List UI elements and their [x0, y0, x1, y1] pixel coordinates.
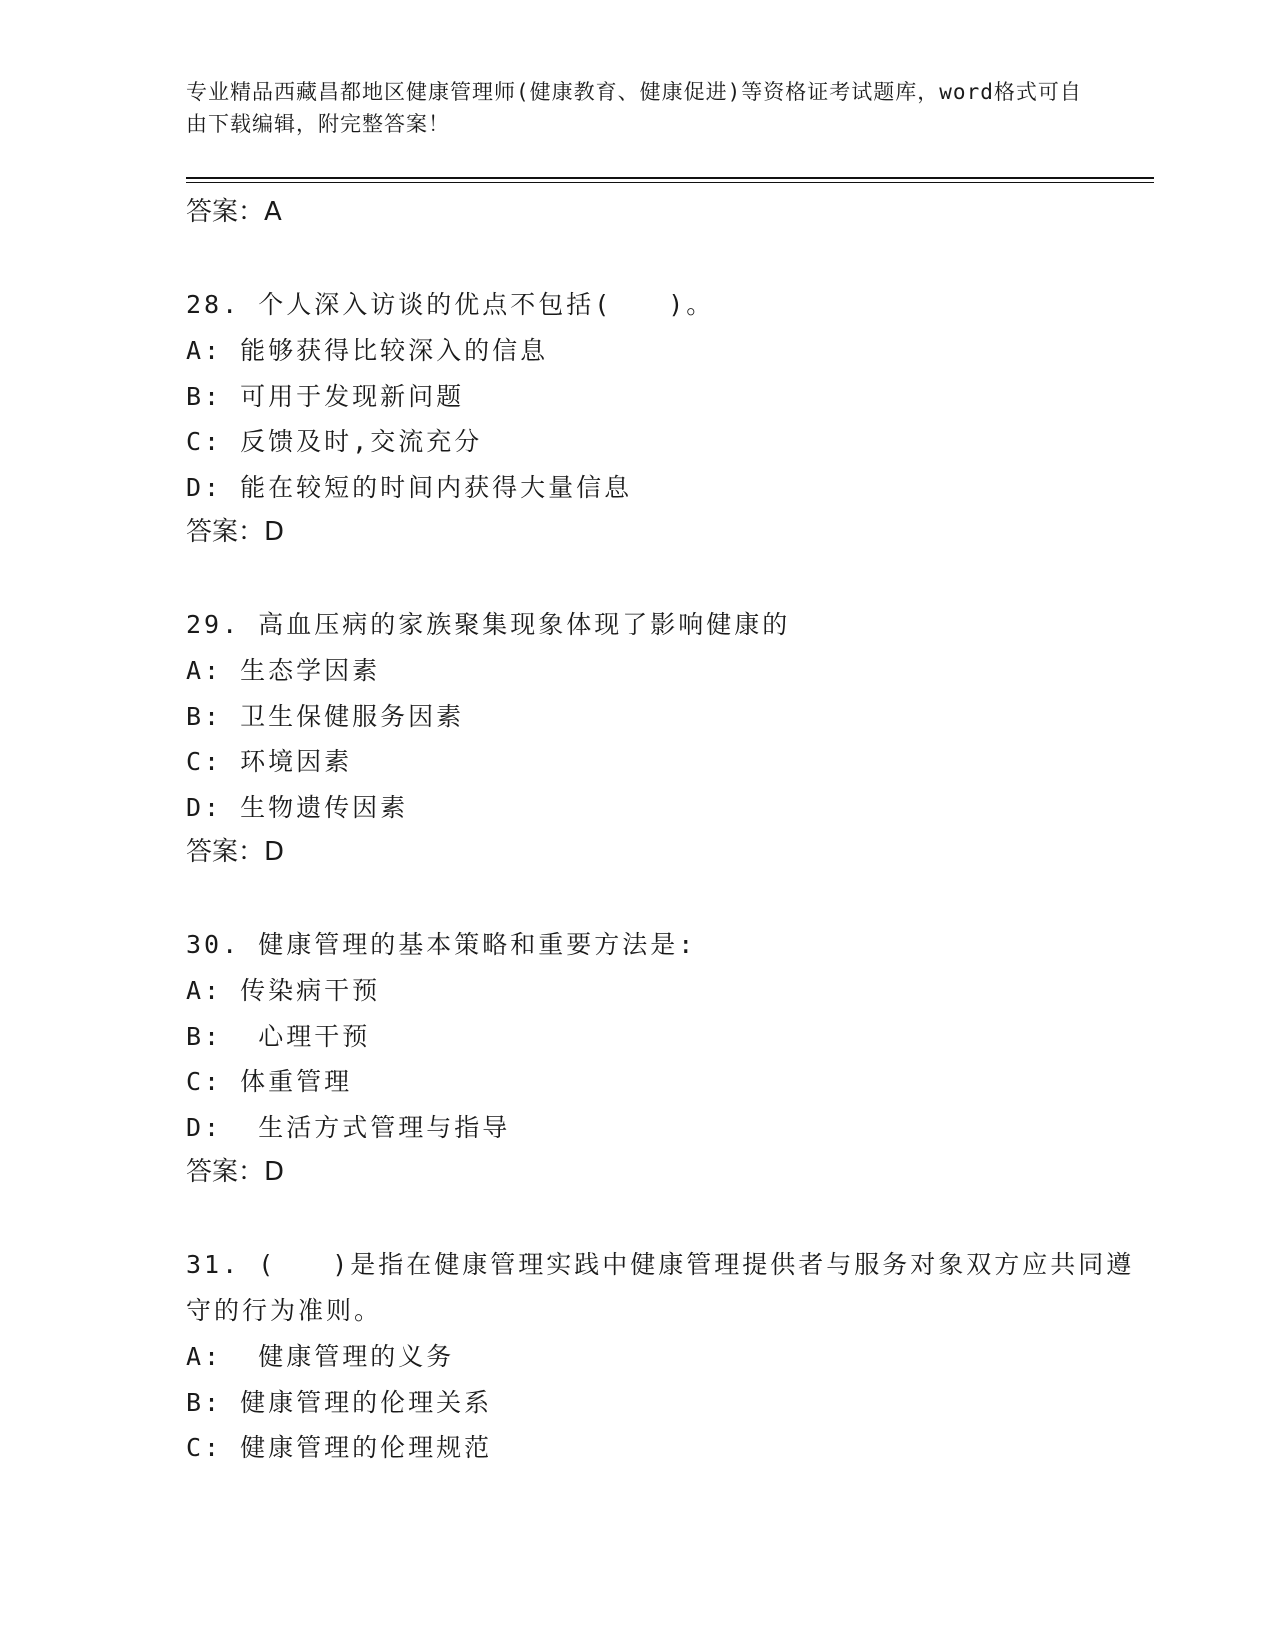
option-c: C: 体重管理	[186, 1067, 353, 1096]
header-rule-thick	[186, 177, 1154, 179]
option-c: C: 环境因素	[186, 747, 353, 776]
question-title: 30. 健康管理的基本策略和重要方法是:	[186, 930, 697, 959]
option-d: D: 生物遗传因素	[186, 792, 409, 822]
document-header: 专业精品西藏昌都地区健康管理师(健康教育、健康促进)等资格证考试题库，word格式可自由下载编辑，附完整答案！	[186, 80, 1082, 136]
question-block	[186, 1242, 1136, 1471]
header-rule-thin	[186, 182, 1154, 183]
answer-line: 答案：D	[186, 517, 285, 547]
option-d: D: 能在较短的时间内获得大量信息	[186, 472, 633, 502]
option-a: A: 健康管理的义务	[186, 1342, 455, 1371]
option-b: B: 健康管理的伦理关系	[186, 1387, 493, 1417]
answer-line: 答案：D	[186, 1157, 285, 1187]
question-title: 28. 个人深入访谈的优点不包括( )。	[186, 290, 715, 319]
option-a: A: 传染病干预	[186, 976, 381, 1005]
question-block	[186, 282, 1136, 554]
answer-line: 答案：A	[186, 197, 282, 227]
question-title: 31. ( )是指在健康管理实践中健康管理提供者与服务对象双方应共同遵守的行为准则。	[186, 1250, 1135, 1325]
option-b: B: 心理干预	[186, 1021, 371, 1051]
option-c: C: 健康管理的伦理规范	[186, 1433, 493, 1462]
option-a: A: 能够获得比较深入的信息	[186, 336, 549, 365]
option-c: C: 反馈及时,交流充分	[186, 427, 483, 456]
question-block	[186, 602, 1136, 874]
option-b: B: 可用于发现新问题	[186, 381, 465, 411]
option-a: A: 生态学因素	[186, 656, 381, 685]
document-body	[186, 190, 1136, 1471]
answer-line: 答案：D	[186, 837, 285, 867]
option-b: B: 卫生保健服务因素	[186, 701, 465, 731]
question-block	[186, 922, 1136, 1194]
question-title: 29. 高血压病的家族聚集现象体现了影响健康的	[186, 610, 791, 639]
option-d: D: 生活方式管理与指导	[186, 1112, 511, 1142]
